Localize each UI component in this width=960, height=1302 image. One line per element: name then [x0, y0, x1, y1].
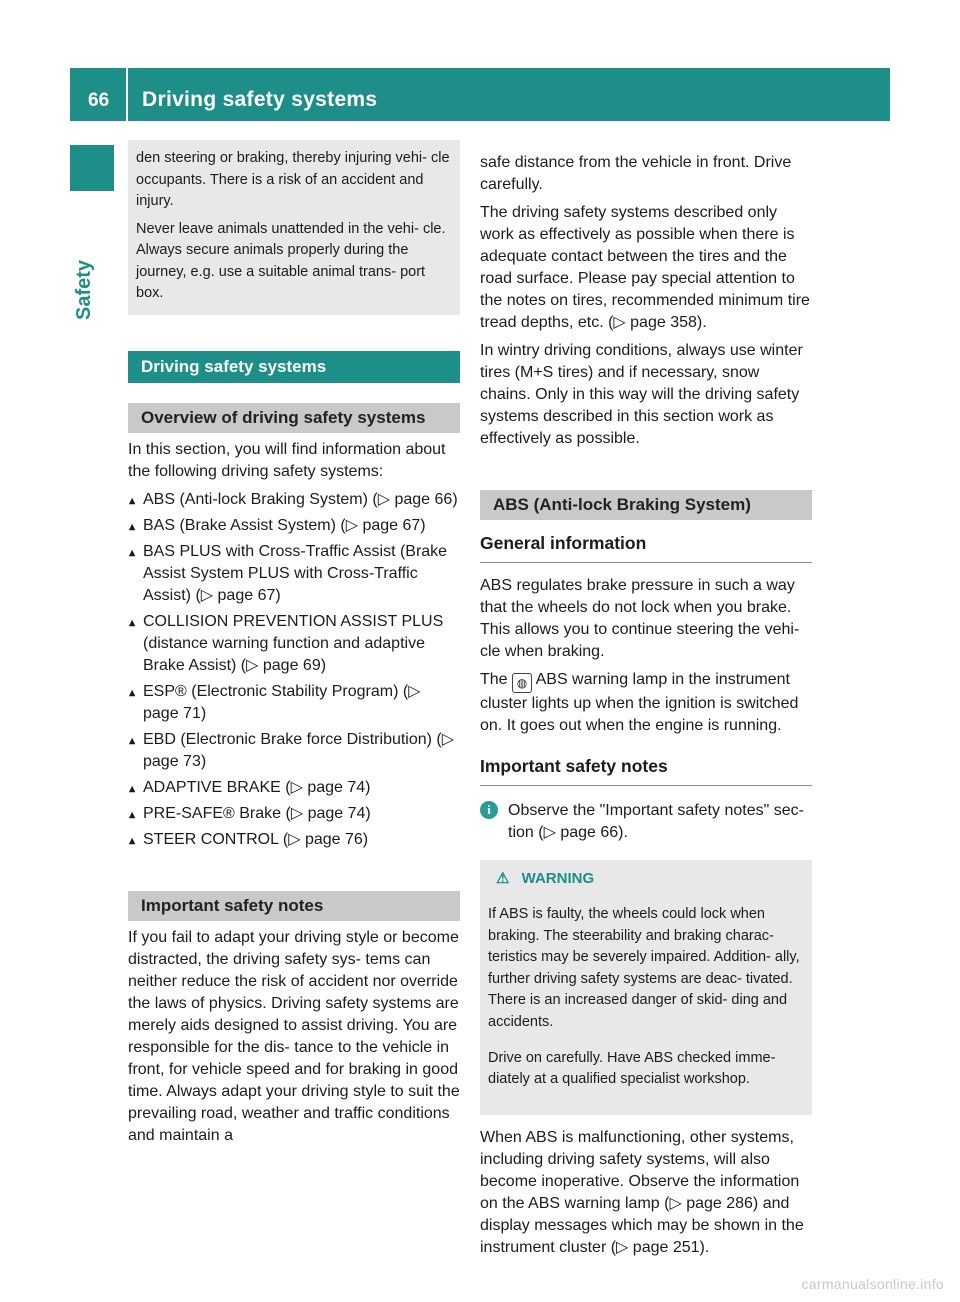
warning-text: Drive on carefully. Have ABS checked imme- diately at a qualified specialist workshop.: [488, 1049, 776, 1087]
warning-triangle-icon: ⚠: [496, 870, 510, 887]
left-column: [128, 152, 460, 1147]
systems-list-item: ▸ EBD (Electronic Brake force Distribution) (▷ page 73): [128, 729, 460, 773]
systems-list-item: ▸ COLLISION PREVENTION ASSIST PLUS (distance warning function and adaptive Brake Assist) (▷ page 69): [128, 611, 460, 677]
subsection-heading: Important safety notes: [128, 891, 460, 921]
side-section-label: Safety: [73, 259, 95, 320]
paragraph-text: The: [480, 671, 508, 688]
warning-box: [480, 860, 812, 1115]
paragraph: In wintry driving conditions, always use winter tires (M+S tires) and if necessary, snow chains. Only in this way will the driving safety systems described in this section work as effectively as possible.: [480, 342, 803, 447]
warning-label: WARNING: [521, 870, 595, 887]
systems-list: [128, 489, 460, 851]
info-icon: i: [480, 801, 498, 819]
systems-list-item: ▸ BAS PLUS with Cross-Traffic Assist (Brake Assist System PLUS with Cross-Traffic Assist) (▷ page 67): [128, 541, 460, 607]
warning-continuation-text: den steering or braking, thereby injuring vehi- cle occupants. There is a risk of an accident and injury.: [136, 150, 450, 209]
paragraph: The driving safety systems described only work as effectively as possible when there is adequate contact between the tires and the road surface. Please pay special attention to the notes on tires, recommended minimum tire tread depths, etc. (▷ page 358).: [480, 204, 810, 331]
section-heading: Driving safety systems: [128, 351, 460, 383]
warning-continuation-box: [128, 140, 460, 315]
warning-continuation-text: Never leave animals unattended in the vehi- cle. Always secure animals properly during the journey, e.g. use a suitable animal trans- port box.: [136, 220, 446, 301]
systems-list-item: ▸ BAS (Brake Assist System) (▷ page 67): [128, 515, 460, 537]
header-divider: [126, 68, 128, 121]
important-notes-text: If you fail to adapt your driving style or become distracted, the driving safety sys- tems can neither reduce the risk of accident nor override the laws of physics. Driving safety systems are merely aids designed to assist driving. You are responsible for the dis- tance to the vehicle in front, for vehicle speed and for braking in good time. Always adapt your driving style to suit the prevailing road, weather and traffic conditions and maintain a: [128, 928, 460, 1144]
paragraph-text: ABS warning lamp in the instrument cluster lights up when the ignition is switched on. It goes out when the engine is running.: [480, 671, 799, 734]
topic-heading: Important safety notes: [480, 755, 812, 786]
paragraph: ABS regulates brake pressure in such a way that the wheels do not lock when you brake. This allows you to continue steering the vehi- cle when braking.: [480, 577, 800, 660]
page-number: 66: [88, 90, 110, 111]
systems-list-item: ▸ STEER CONTROL (▷ page 76): [128, 829, 460, 851]
abs-warning-lamp-icon: ◍: [512, 673, 532, 693]
subsection-heading: ABS (Anti-lock Braking System): [480, 490, 812, 520]
watermark: carmanualsonline.info: [801, 1276, 944, 1292]
overview-intro: In this section, you will find information about the following driving safety systems:: [128, 440, 446, 480]
paragraph: safe distance from the vehicle in front. Drive carefully.: [480, 154, 792, 193]
topic-heading: General information: [480, 532, 812, 563]
right-column: [480, 152, 812, 1259]
warning-title: [496, 868, 804, 890]
info-note: [480, 800, 812, 844]
systems-list-item: ▸ ADAPTIVE BRAKE (▷ page 74): [128, 777, 460, 799]
paragraph: [480, 669, 812, 737]
systems-list-item: ▸ PRE-SAFE® Brake (▷ page 74): [128, 803, 460, 825]
side-tab-marker: [70, 145, 114, 191]
systems-list-item: ▸ ABS (Anti-lock Braking System) (▷ page 66): [128, 489, 460, 511]
systems-list-item: ▸ ESP® (Electronic Stability Program) (▷ page 71): [128, 681, 460, 725]
page-title: Driving safety systems: [142, 88, 378, 111]
paragraph: When ABS is malfunctioning, other systems, including driving safety systems, will also become inoperative. Observe the information on the ABS warning lamp (▷ page 286) and display messages which may be shown in the instrument cluster (▷ page 251).: [480, 1129, 804, 1256]
warning-text: If ABS is faulty, the wheels could lock when braking. The steerability and braking charac- teristics may be severely impaired. Addition- ally, further driving safety systems are deac- tivated. There is an increased danger of skid- ding and accidents.: [488, 906, 800, 1030]
subsection-heading: Overview of driving safety systems: [128, 403, 460, 433]
info-text: Observe the "Important safety notes" sec- tion (▷ page 66).: [508, 802, 804, 841]
page-header: [70, 68, 890, 121]
